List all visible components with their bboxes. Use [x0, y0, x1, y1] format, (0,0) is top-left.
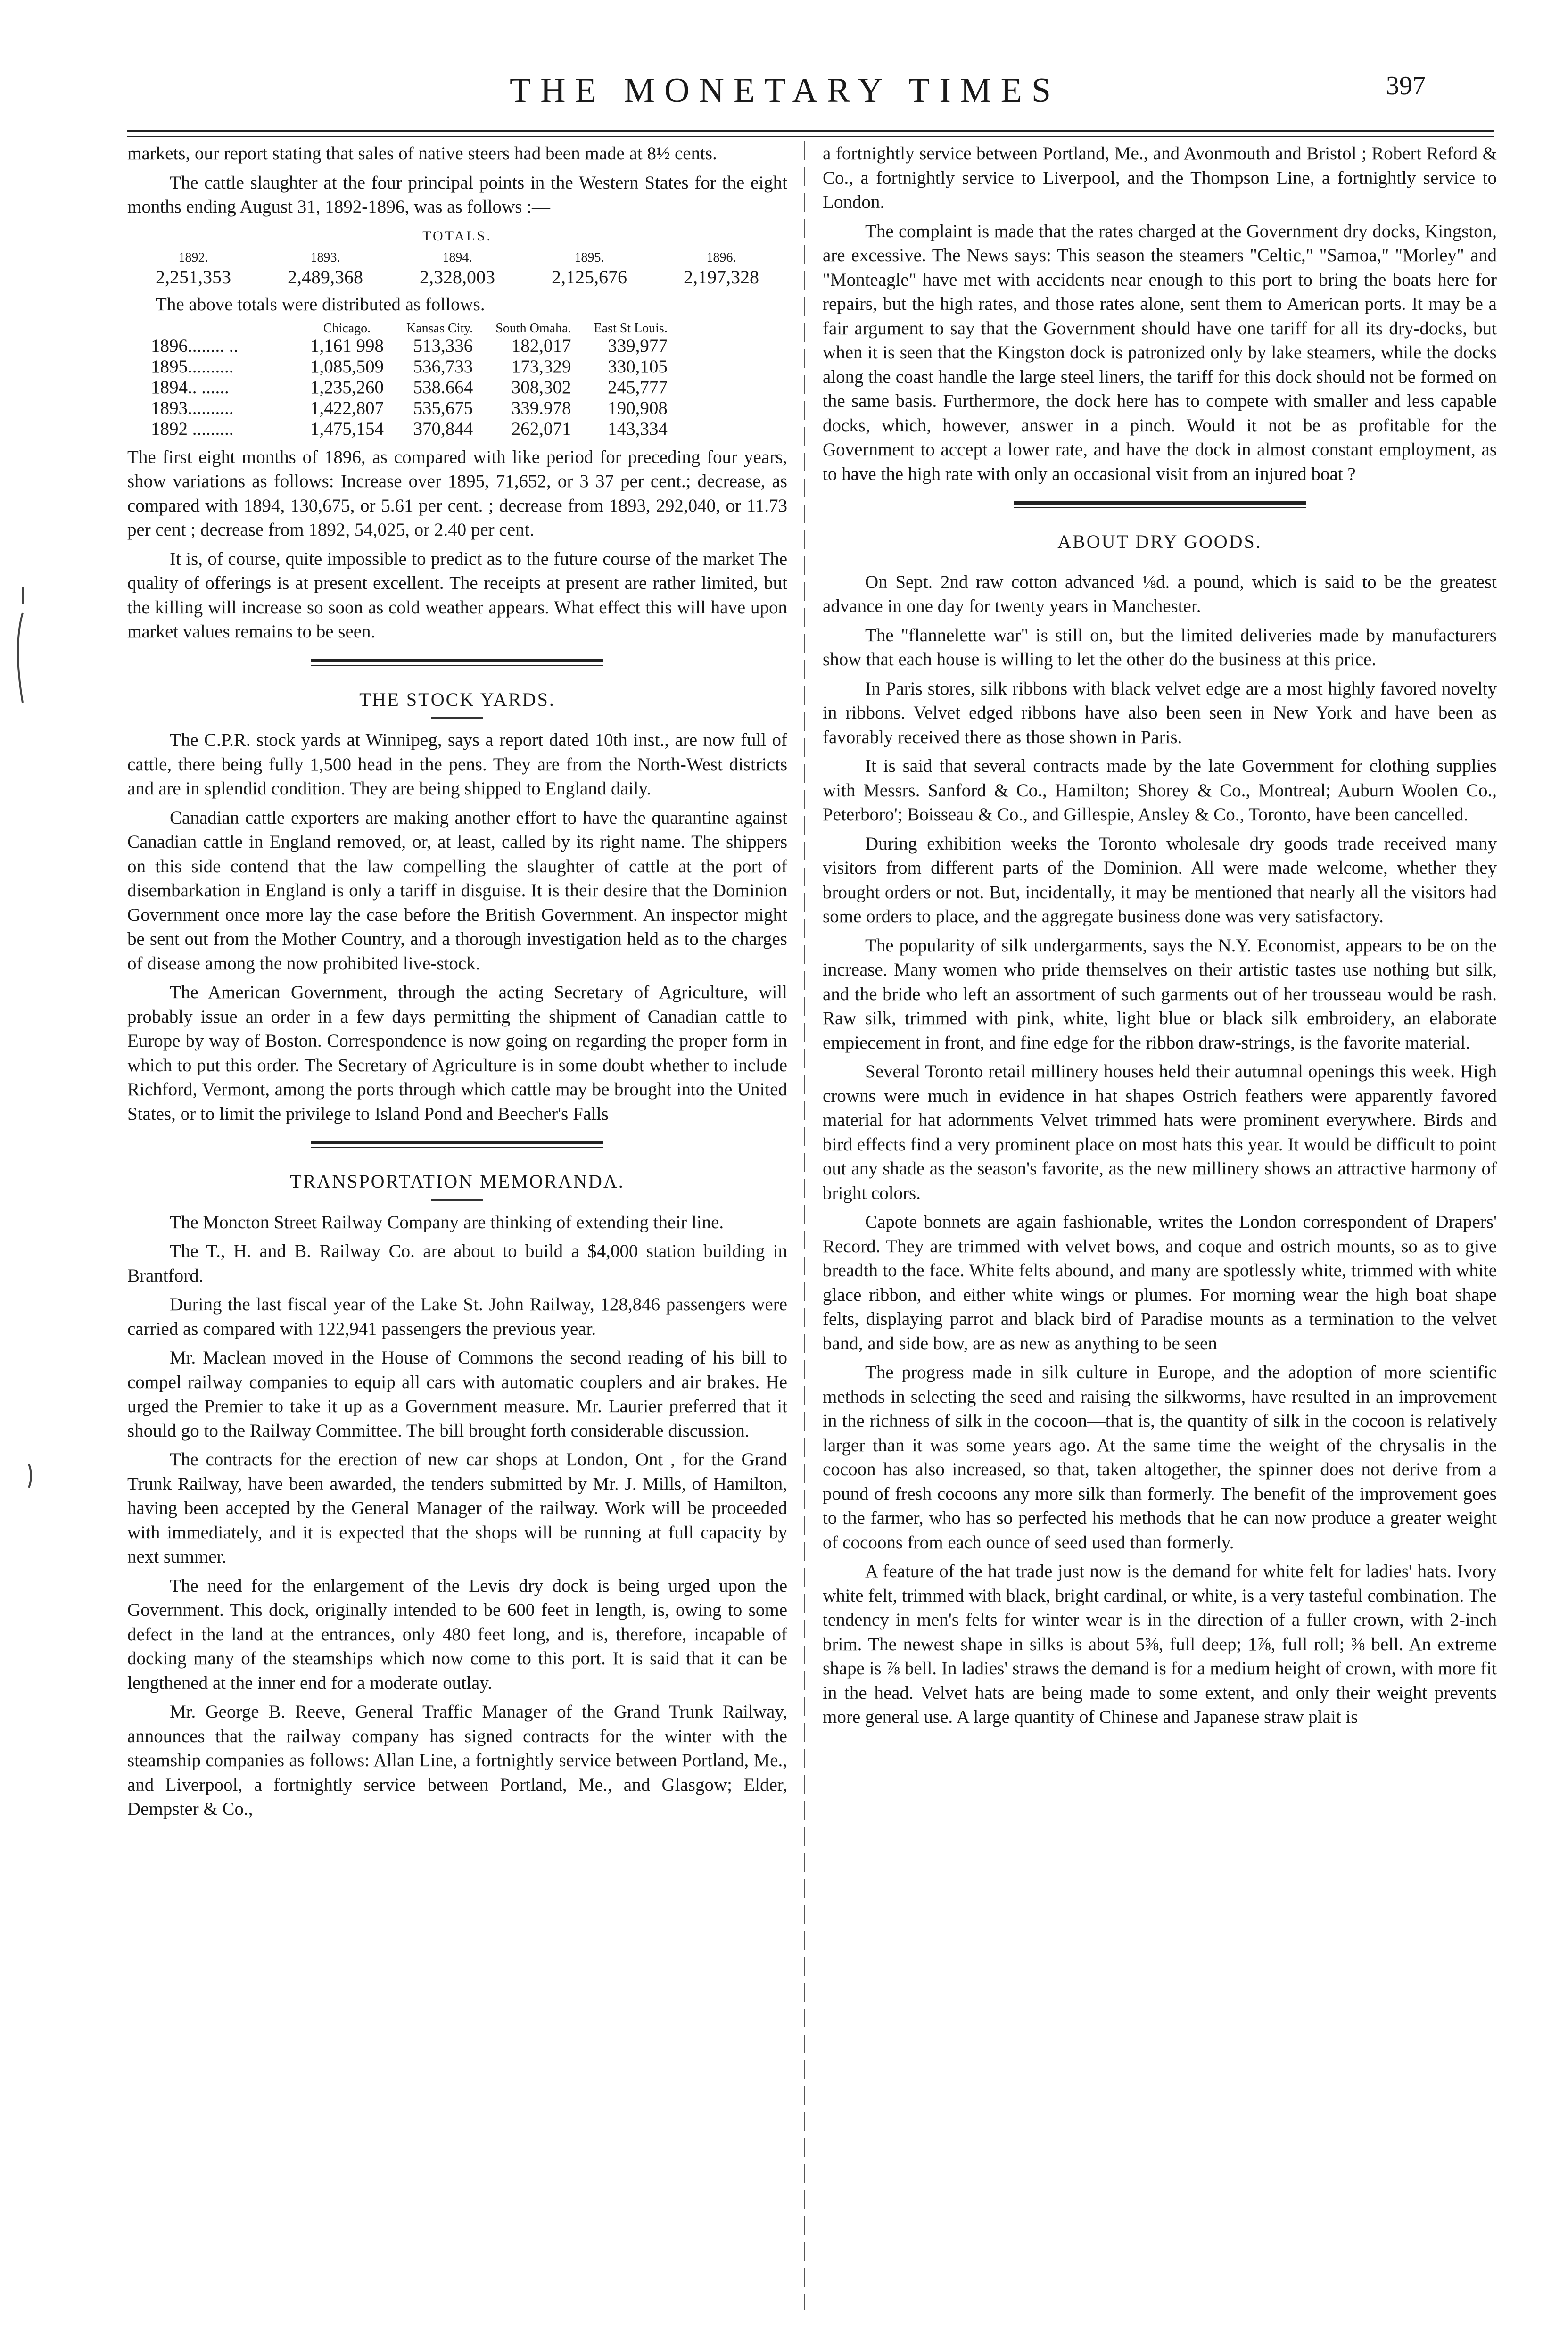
dist-cell: 535,675: [413, 397, 473, 418]
paragraph: The above totals were distributed as follows.—: [156, 294, 503, 314]
dist-cell: 1892 .........: [151, 418, 234, 439]
paragraph: Several Toronto retail millinery houses held their autumnal openings this week. High crowns were much in evidence in hat shapes Ostrich feathers were apparently favored material for hat adornments Velvet trimmed hats were prominent everywhere. Birds and bird effects find a very prominent place on most hats this year. It would be difficult to point out any shade as the season's favorite, as the new millinery shows an attractive harmony of bright colors.: [823, 1061, 1497, 1203]
dist-cell: 262,071: [511, 418, 571, 439]
paragraph: The C.P.R. stock yards at Winnipeg, says a report dated 10th inst., are now full of cattle, there being fully 1,500 head in the pens. They are from the North-West districts and are in splendid condition. They are being shipped to England daily.: [127, 730, 787, 799]
totals-year: 1895.: [574, 250, 604, 265]
paragraph: The need for the enlargement of the Levis dry dock is being urged upon the Government. This dock, originally intended to be 600 feet in length, is, owing to some defect in the land at the entrances, only 480 feet long, and is, therefore, incapable of docking many of the steamships which now come to this port. It is said that it can be lengthened at the inner end for a moderate outlay.: [127, 1575, 787, 1693]
section-separator: [823, 491, 1497, 524]
margin-bracket-mark: [8, 585, 27, 707]
paragraph: The complaint is made that the rates charged at the Government dry docks, Kingston, are excessive. The News says: This season the steamers "Celtic," "Samoa," "Morley" and "Monteagle" have met with accidents near enough to this port to bring the boats here for repairs, but the high rates, and those rates alone, sent them to American ports. It may be a fair argument to say that the Government should have one tariff for all its dry-docks, but when it is seen that the Kingston dock is patronized only by lake steamers, while the docks along the coast handle the large steel liners, the tariff for this dock should not be formed on the same basis. Furthermore, the dock here has to compete with smaller and less capable docks, which, however, answer in a pinch. Would it not be as profitable for the Government to accept a lower rate, and have the dock in almost constant employment, as to have the high rate with only an occasional visit from an injured boat ?: [823, 221, 1497, 484]
paragraph: In Paris stores, silk ribbons with black velvet edge are a most highly favored novelty in ribbons. Velvet edged ribbons have also been seen in New York and have been as favorably received there as those shown in Paris.: [823, 678, 1497, 747]
dist-cell: 330,105: [608, 356, 668, 377]
dist-header: East St Louis.: [594, 321, 668, 336]
totals-value: 2,197,328: [684, 266, 759, 288]
dist-cell: 245,777: [608, 377, 668, 397]
right-column: [823, 141, 1497, 1734]
totals-caption: TOTALS.: [422, 228, 492, 244]
table-row: [151, 419, 679, 439]
paragraph: Canadian cattle exporters are making another effort to have the quarantine against Canadian cattle in England removed, or, at least, called by its right name. The shippers on this side contend that the law compelling the slaughter of cattle at the port of disembarkation in England is only a tariff in disguise. It is their desire that the Dominion Government once more lay the case before the British Government. An inspector might be sent out from the Mother Country, and a thorough investigation held as to the charges of disease among the now prohibited live-stock.: [127, 807, 787, 974]
paragraph: The first eight months of 1896, as compared with like period for preceding four years, show variations as follows: Increase over 1895, 71,652, or 3 37 per cent.; decrease, as compared with 1894, 130,675, or 5.61 per cent. ; decrease from 1893, 292,040, or 11.73 per cent ; decrease from 1892, 54,025, or 2.40 per cent.: [127, 447, 787, 540]
section-heading-stock-yards: THE STOCK YARDS.: [359, 688, 555, 710]
totals-value: 2,125,676: [552, 266, 627, 288]
paragraph: The Moncton Street Railway Company are thinking of extending their line.: [170, 1212, 724, 1232]
dist-cell: 1894.. ......: [151, 377, 229, 397]
dist-cell: 1893..........: [151, 397, 234, 418]
paragraph: markets, our report stating that sales of native steers had been made at 8½ cents.: [127, 143, 717, 164]
margin-tick-mark: [26, 1462, 36, 1490]
totals-year: 1893.: [310, 250, 340, 265]
paragraph: A feature of the hat trade just now is the demand for white felt for ladies' hats. Ivory white felt, trimmed with black, bright cardinal, or white, is a very tasteful combination. The tendency in men's felts for winter wear is in the direction of a fuller crown, with 2-inch brim. The newest shape in silks is about 5⅜, full deep; 1⅞, full roll; ⅜ bell. An extreme shape is ⅞ bell. In ladies' straws the demand is for a medium height of crown, with more fit in the head. Velvet hats are being made to some extent, and only their weight prevents more general use. A large quantity of Chinese and Japanese straw plait is: [823, 1561, 1497, 1727]
totals-value: 2,489,368: [288, 266, 363, 288]
paragraph: The American Government, through the acting Secretary of Agriculture, will probably issue an order in a few days permitting the shipment of Canadian cattle to Europe by way of Boston. Correspondence is now going on regarding the proper form in which to put this order. The Secretary of Agriculture is in some doubt whether to include Richford, Vermont, among the ports through which cattle may be brought into the United States, or to limit the privilege to Island Pond and Beecher's Falls: [127, 982, 787, 1124]
publication-title: THE MONETARY TIMES: [509, 71, 1061, 110]
section-separator: [127, 1131, 787, 1164]
heading-underline: [431, 717, 483, 719]
dist-cell: 1896........ ..: [151, 335, 239, 356]
section-heading-transportation: TRANSPORTATION MEMORANDA.: [290, 1171, 625, 1192]
paragraph: a fortnightly service between Portland, Me., and Avonmouth and Bristol ; Robert Reford & Co., a fortnightly service to Liverpool, and the Thompson Line, a fortnightly service to London.: [823, 143, 1497, 212]
dist-cell: 339.978: [511, 397, 571, 418]
dist-cell: 538.664: [413, 377, 473, 397]
paragraph: Mr. George B. Reeve, General Traffic Manager of the Grand Trunk Railway, announces that the railway company has signed contracts for the winter with the steamship companies as follows: Allan Line, a fortnightly service between Portland, Me., and Liverpool, a fortnightly service between Portland, Me., and Glasgow; Elder, Dempster & Co.,: [127, 1702, 787, 1819]
dist-cell: 182,017: [511, 335, 571, 356]
totals-value: 2,328,003: [420, 266, 495, 288]
paragraph: The progress made in silk culture in Europe, and the adoption of more scientific methods in selecting the seed and raising the silkworms, have resulted in an improvement in the richness of silk in the cocoon—that is, the quantity of silk in the cocoon is relatively larger than it was some years ago. At the same time the weight of the chrysalis in the cocoon has also increased, so that, taken altogether, the spinner does not derive from a pound of fresh cocoons any more silk than formerly. The benefit of the improvement goes to the farmer, who has so perfected his methods that he can now produce a greater weight of cocoons from each ounce of seed used than formerly.: [823, 1362, 1497, 1553]
paragraph: On Sept. 2nd raw cotton advanced ⅛d. a pound, which is said to be the greatest advance in one day for twenty years in Manchester.: [823, 571, 1497, 616]
dist-cell: 339,977: [608, 335, 668, 356]
totals-year: 1894.: [442, 250, 472, 265]
dist-cell: 1895..........: [151, 356, 234, 377]
paragraph: The "flannelette war" is still on, but the limited deliveries made by manufacturers show that each house is willing to let the other do the business at this price.: [823, 625, 1497, 670]
dist-cell: 1,422,807: [310, 397, 384, 418]
dist-header: South Omaha.: [495, 321, 571, 336]
paragraph: The cattle slaughter at the four principal points in the Western States for the eight months ending August 31, 1892-1896, was as follows :—: [127, 172, 787, 217]
dist-cell: 308,302: [511, 377, 571, 397]
paragraph: During exhibition weeks the Toronto wholesale dry goods trade received many visitors from different parts of the Dominion. All were made welcome, whether they brought orders or not. But, incidentally, it may be mentioned that nearly all the visitors had some orders to place, and the aggregate business done was very satisfactory.: [823, 833, 1497, 926]
paragraph: The T., H. and B. Railway Co. are about to build a $4,000 station building in Brantford.: [127, 1241, 787, 1286]
paragraph: The popularity of silk undergarments, says the N.Y. Economist, appears to be on the increase. Many women who pride themselves on their artistic tastes use nothing but silk, and the bride who left an assortment of such garments out of her trousseau would be rash. Raw silk, trimmed with pink, white, light blue or black silk embroidery, an elaborate empiecement in front, and fine edge for the ribbon draw-strings, is the favorite material.: [823, 935, 1497, 1053]
dist-header: [151, 322, 299, 336]
dist-cell: 173,329: [511, 356, 571, 377]
table-row: [151, 356, 679, 377]
dist-cell: 143,334: [608, 418, 668, 439]
masthead: [0, 71, 1568, 123]
paragraph: It is said that several contracts made by the late Government for clothing supplies with Messrs. Sanford & Co., Hamilton; Shorey & Co., Montreal; Auburn Woolen Co., Peterboro'; Boisseau & Co., and Gillespie, Ansley & Co., Toronto, have been cancelled.: [823, 756, 1497, 825]
totals-value: 2,251,353: [156, 266, 231, 288]
column-divider: [804, 141, 805, 2310]
paragraph: Mr. Maclean moved in the House of Commons the second reading of his bill to compel railway companies to equip all cars with automatic couplers and air brakes. He urged the Premier to take it up as a Government measure. Mr. Laurier preferred that it should go to the Railway Committee. The bill brought forth considerable discussion.: [127, 1348, 787, 1441]
totals-year: 1896.: [706, 250, 736, 265]
paragraph: The contracts for the erection of new car shops at London, Ont , for the Grand Trunk Railway, have been awarded, the tenders submitted by Mr. J. Mills, of Hamilton, having been accepted by the General Manager of the railway. Work will be proceeded with immediately, and it is expected that the shops will be running at full capacity by next summer.: [127, 1449, 787, 1567]
dist-cell: 1,475,154: [310, 418, 384, 439]
table-row: [151, 377, 679, 398]
dist-cell: 1,161 998: [310, 335, 384, 356]
dist-header: Chicago.: [323, 321, 371, 336]
dist-cell: 190,908: [608, 397, 668, 418]
dist-cell: 513,336: [413, 335, 473, 356]
left-column: [127, 141, 787, 1826]
table-row: [151, 398, 679, 419]
paragraph: It is, of course, quite impossible to predict as to the future course of the market The quality of offerings is at present excellent. The receipts at present are rather limited, but the killing will increase so soon as cold weather appears. What effect this will have upon market values remains to be seen.: [127, 548, 787, 642]
page-number: 397: [1386, 71, 1426, 100]
paragraph: During the last fiscal year of the Lake St. John Railway, 128,846 passengers were carried as compared with 122,941 passengers the previous year.: [127, 1294, 787, 1339]
section-heading-dry-goods: ABOUT DRY GOODS.: [1057, 531, 1262, 552]
masthead-rule-thin: [127, 136, 1494, 137]
heading-underline: [431, 1199, 483, 1201]
dist-cell: 1,085,509: [310, 356, 384, 377]
paragraph: Capote bonnets are again fashionable, writes the London correspondent of Drapers' Record. They are trimmed with velvet bows, and coque and ostrich mounts, so as to give breadth to the face. White felts abound, and many are spotlessly white, trimmed with white glace ribbon, and either white wings or plumes. For morning wear the high boat shape felts, displaying parrot and black bird of Paradise mounts as a termination to the velvet band, and side bow, are as new as anything to be seen: [823, 1212, 1497, 1354]
totals-table: [127, 250, 787, 289]
masthead-rule-thick: [127, 130, 1494, 132]
table-row: [151, 336, 679, 356]
dist-cell: 536,733: [413, 356, 473, 377]
section-separator: [127, 649, 787, 682]
dist-cell: 1,235,260: [310, 377, 384, 397]
dist-cell: 370,844: [413, 418, 473, 439]
distribution-table: [151, 322, 679, 439]
totals-year: 1892.: [178, 250, 208, 265]
dist-header: Kansas City.: [406, 321, 473, 336]
